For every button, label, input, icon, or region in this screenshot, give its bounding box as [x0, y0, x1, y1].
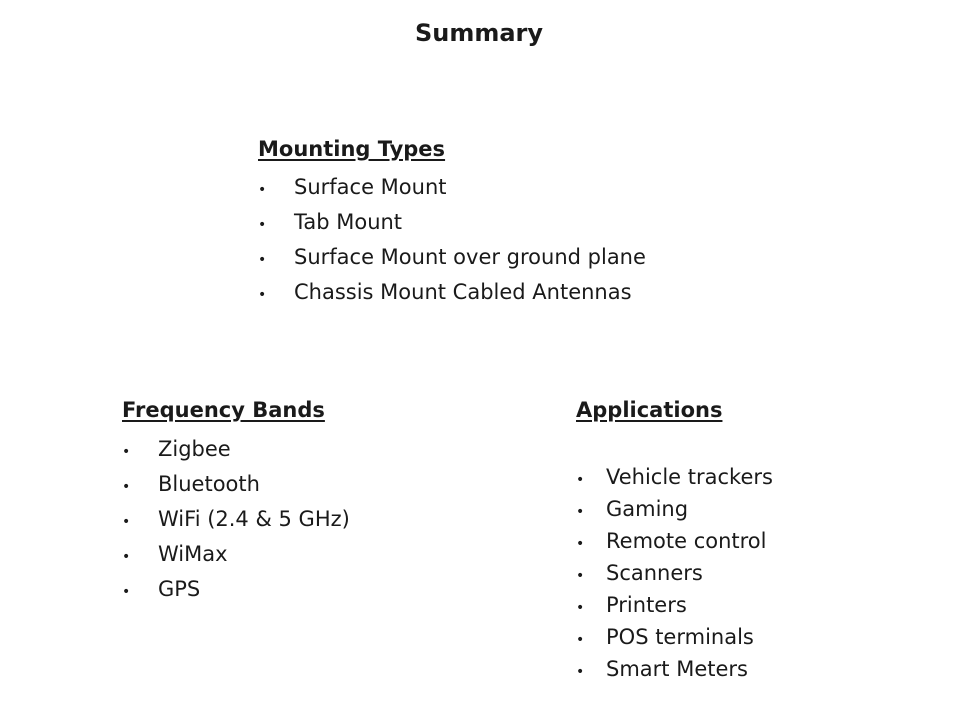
- list-item: [576, 653, 773, 685]
- applications-list: [576, 461, 773, 685]
- list-item: [576, 589, 773, 621]
- list-item: [122, 432, 350, 467]
- bullet-icon: •: [576, 632, 585, 648]
- applications-heading: Applications: [576, 398, 723, 422]
- list-item: [576, 461, 773, 493]
- bullet-icon: •: [258, 217, 267, 233]
- list-item-label: Smart Meters: [606, 657, 748, 681]
- list-item: [576, 557, 773, 589]
- list-item: [122, 572, 350, 607]
- list-item: [122, 502, 350, 537]
- mounting-types-list: [258, 170, 646, 310]
- bullet-icon: •: [258, 252, 267, 268]
- frequency-bands-section: [122, 397, 350, 607]
- list-item-label: Surface Mount: [294, 175, 447, 199]
- list-item-label: Surface Mount over ground plane: [294, 245, 646, 269]
- list-item: [258, 240, 646, 275]
- mounting-types-section: [258, 136, 646, 310]
- list-item-label: Tab Mount: [294, 210, 403, 234]
- bullet-icon: •: [576, 568, 585, 584]
- list-item-label: WiMax: [158, 542, 228, 566]
- list-item: [122, 467, 350, 502]
- list-item-label: Remote control: [606, 529, 767, 553]
- list-item-label: Scanners: [606, 561, 703, 585]
- list-item: [258, 205, 646, 240]
- list-item: [258, 170, 646, 205]
- list-item: [258, 275, 646, 310]
- bullet-icon: •: [576, 472, 585, 488]
- list-item-label: Printers: [606, 593, 687, 617]
- list-item-label: Bluetooth: [158, 472, 260, 496]
- frequency-bands-heading: Frequency Bands: [122, 398, 325, 422]
- bullet-icon: •: [576, 536, 585, 552]
- bullet-icon: •: [122, 479, 131, 495]
- bullet-icon: •: [122, 514, 131, 530]
- bullet-icon: •: [576, 600, 585, 616]
- bullet-icon: •: [576, 664, 585, 680]
- list-item-label: WiFi (2.4 & 5 GHz): [158, 507, 350, 531]
- list-item: [576, 525, 773, 557]
- list-item-label: Vehicle trackers: [606, 465, 773, 489]
- list-item-label: GPS: [158, 577, 201, 601]
- list-item-label: POS terminals: [606, 625, 754, 649]
- list-item: [576, 493, 773, 525]
- bullet-icon: •: [122, 549, 131, 565]
- list-item-label: Chassis Mount Cabled Antennas: [294, 280, 632, 304]
- bullet-icon: •: [122, 444, 131, 460]
- bullet-icon: •: [122, 584, 131, 600]
- frequency-bands-list: [122, 432, 350, 607]
- bullet-icon: •: [576, 504, 585, 520]
- list-item-label: Gaming: [606, 497, 689, 521]
- slide-title: Summary: [414, 19, 544, 47]
- mounting-types-heading: Mounting Types: [258, 137, 446, 161]
- list-item: [576, 621, 773, 653]
- list-item-label: Zigbee: [158, 437, 231, 461]
- applications-section: [576, 397, 773, 685]
- bullet-icon: •: [258, 287, 267, 303]
- list-item: [122, 537, 350, 572]
- bullet-icon: •: [258, 182, 267, 198]
